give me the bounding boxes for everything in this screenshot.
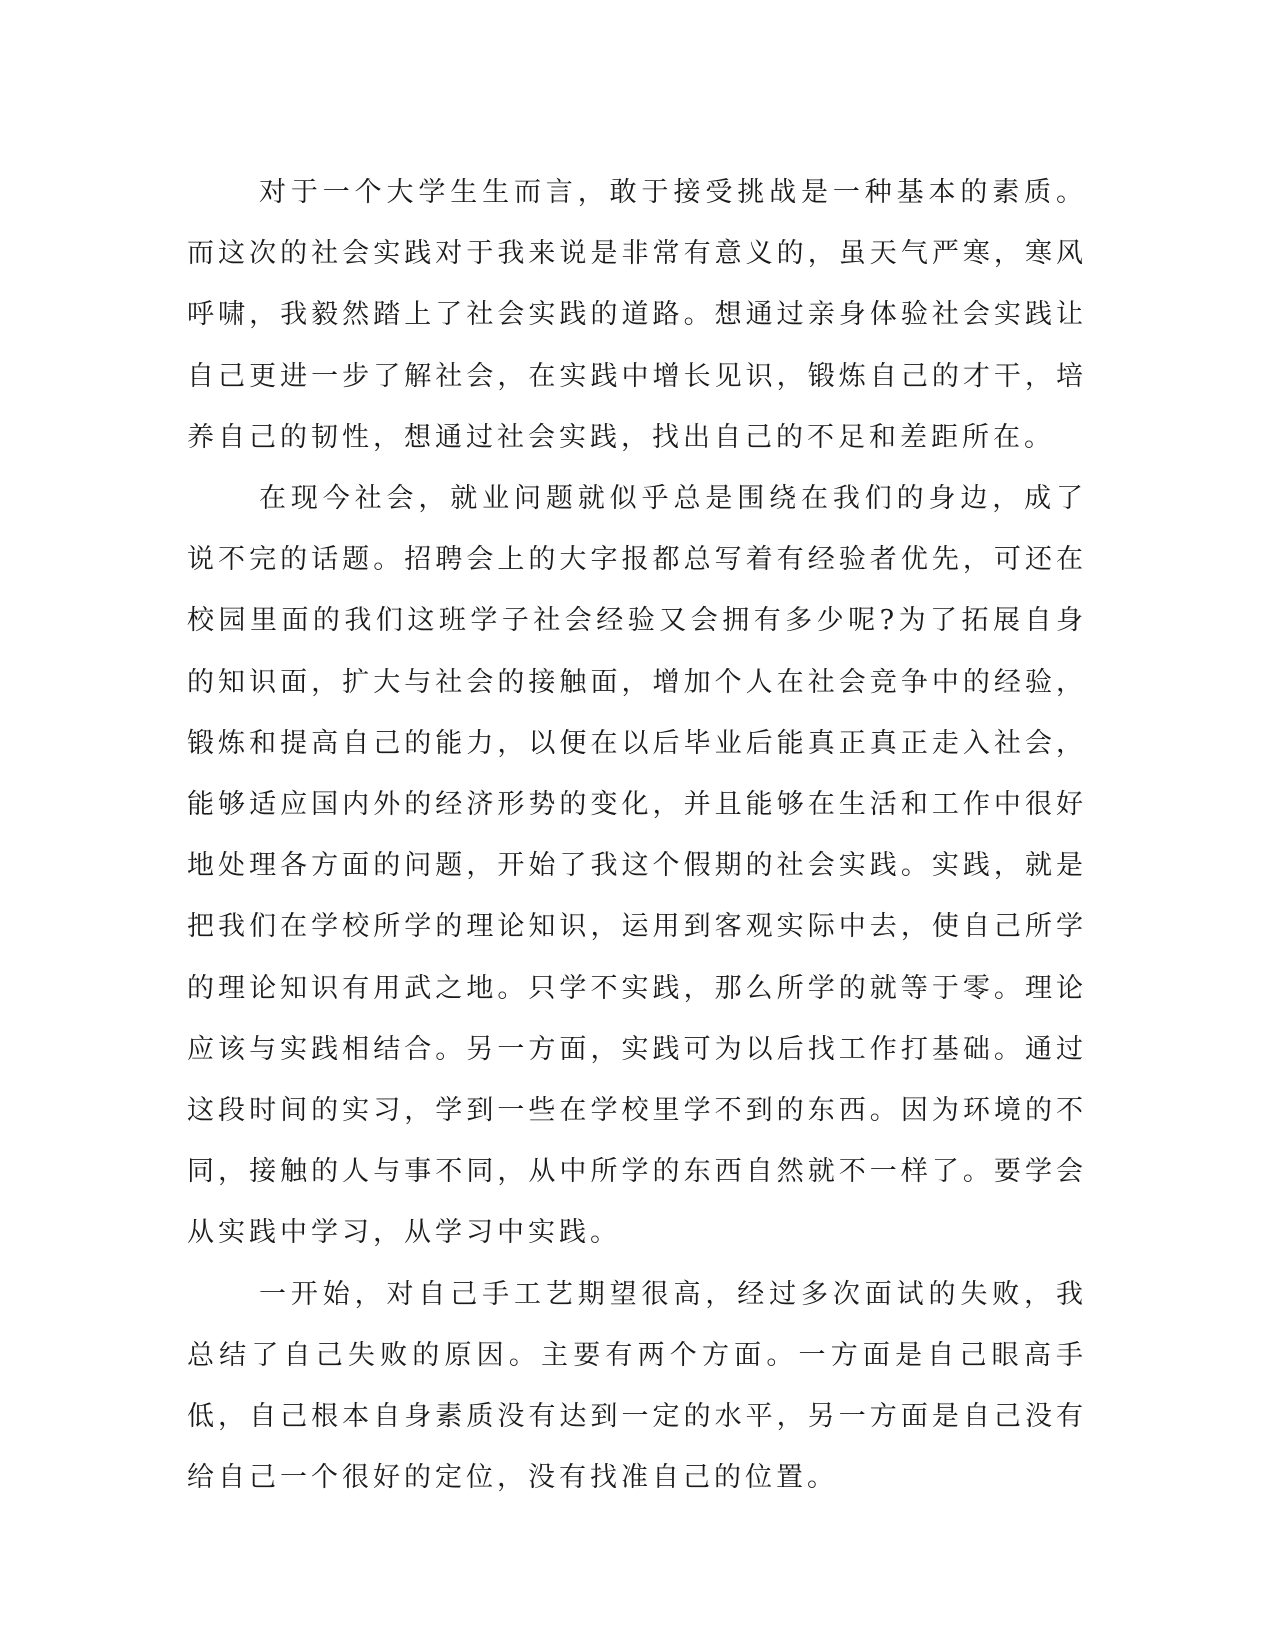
paragraph-1: 对于一个大学生生而言，敢于接受挑战是一种基本的素质。而这次的社会实践对于我来说是非常有意义的，虽天气严寒，寒风呼啸，我毅然踏上了社会实践的道路。想通过亲身体验社会实践让自己更进一步了解社会，在实践中增长见识，锻炼自己的才干，培养自己的韧性，想通过社会实践，找出自己的不足和差距所在。 bbox=[187, 177, 1087, 453]
paragraph-2: 在现今社会，就业问题就似乎总是围绕在我们的身边，成了说不完的话题。招聘会上的大字报都总写着有经验者优先，可还在校园里面的我们这班学子社会经验又会拥有多少呢?为了拓展自身的知识面，扩大与社会的接触面，增加个人在社会竞争中的经验，锻炼和提高自己的能力，以便在以后毕业后能真正真正走入社会，能够适应国内外的经济形势的变化，并且能够在生活和工作中很好地处理各方面的问题，开始了我这个假期的社会实践。实践，就是把我们在学校所学的理论知识，运用到客观实际中去，使自己所学的理论知识有用武之地。只学不实践，那么所学的就等于零。理论应该与实践相结合。另一方面，实践可为以后找工作打基础。通过这段时间的实习，学到一些在学校里学不到的东西。因为环境的不同，接触的人与事不同，从中所学的东西自然就不一样了。要学会从实践中学习，从学习中实践。 bbox=[187, 483, 1087, 1249]
body-text bbox=[187, 162, 1087, 1508]
paragraph-3: 一开始，对自己手工艺期望很高，经过多次面试的失败，我总结了自己失败的原因。主要有两个方面。一方面是自己眼高手低，自己根本自身素质没有达到一定的水平，另一方面是自己没有给自己一个很好的定位，没有找准自己的位置。 bbox=[187, 1278, 1087, 1494]
